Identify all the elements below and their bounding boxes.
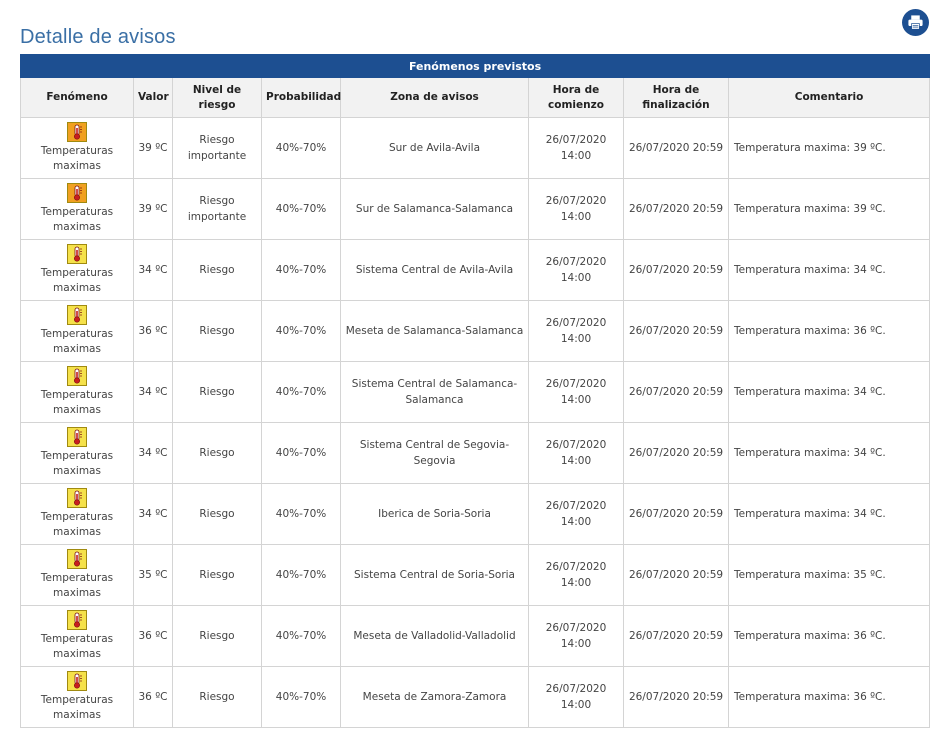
cell-comienzo: 26/07/2020 14:00 — [529, 667, 624, 728]
cell-comentario: Temperatura maxima: 39 ºC. — [729, 179, 930, 240]
cell-nivel: Riesgo — [173, 667, 262, 728]
cell-valor: 35 ºC — [134, 545, 173, 606]
cell-valor: 34 ºC — [134, 423, 173, 484]
cell-probabilidad: 40%-70% — [262, 545, 341, 606]
fenomeno-label: Temperaturas maximas — [40, 450, 114, 477]
table-row — [21, 423, 930, 484]
header-comentario: Comentario — [729, 78, 930, 118]
cell-comienzo: 26/07/2020 14:00 — [529, 362, 624, 423]
cell-comienzo: 26/07/2020 14:00 — [529, 423, 624, 484]
cell-valor: 39 ºC — [134, 179, 173, 240]
cell-comienzo: 26/07/2020 14:00 — [529, 545, 624, 606]
cell-nivel: Riesgo — [173, 484, 262, 545]
thermometer-icon — [67, 488, 87, 508]
cell-finalizacion: 26/07/2020 20:59 — [624, 484, 729, 545]
cell-finalizacion: 26/07/2020 20:59 — [624, 606, 729, 667]
thermometer-icon — [67, 244, 87, 264]
fenomeno-label: Temperaturas maximas — [40, 389, 114, 416]
fenomeno-label: Temperaturas maximas — [40, 633, 114, 660]
cell-probabilidad: 40%-70% — [262, 118, 341, 179]
cell-fenomeno — [21, 484, 134, 545]
cell-comentario: Temperatura maxima: 34 ºC. — [729, 240, 930, 301]
header-fenomeno: Fenómeno — [21, 78, 134, 118]
cell-zona: Meseta de Valladolid-Valladolid — [341, 606, 529, 667]
cell-valor: 34 ºC — [134, 362, 173, 423]
header-comienzo: Hora de comienzo — [529, 78, 624, 118]
cell-nivel: Riesgo importante — [173, 179, 262, 240]
cell-comentario: Temperatura maxima: 36 ºC. — [729, 301, 930, 362]
fenomeno-label: Temperaturas maximas — [40, 694, 114, 721]
header-nivel: Nivel de riesgo — [173, 78, 262, 118]
warnings-table — [20, 54, 930, 728]
thermometer-icon — [67, 671, 87, 691]
cell-nivel: Riesgo — [173, 240, 262, 301]
table-row — [21, 118, 930, 179]
table-row — [21, 301, 930, 362]
cell-zona: Sistema Central de Salamanca-Salamanca — [341, 362, 529, 423]
cell-comienzo: 26/07/2020 14:00 — [529, 179, 624, 240]
cell-fenomeno — [21, 118, 134, 179]
thermometer-icon — [67, 122, 87, 142]
fenomeno-label: Temperaturas maximas — [40, 145, 114, 172]
table-row — [21, 362, 930, 423]
table-row — [21, 484, 930, 545]
cell-fenomeno — [21, 179, 134, 240]
cell-nivel: Riesgo — [173, 301, 262, 362]
header-finalizacion: Hora de finalización — [624, 78, 729, 118]
cell-fenomeno — [21, 240, 134, 301]
cell-comienzo: 26/07/2020 14:00 — [529, 301, 624, 362]
cell-comienzo: 26/07/2020 14:00 — [529, 240, 624, 301]
cell-nivel: Riesgo — [173, 545, 262, 606]
cell-zona: Sistema Central de Segovia-Segovia — [341, 423, 529, 484]
cell-valor: 34 ºC — [134, 240, 173, 301]
cell-finalizacion: 26/07/2020 20:59 — [624, 545, 729, 606]
table-row — [21, 240, 930, 301]
cell-comienzo: 26/07/2020 14:00 — [529, 484, 624, 545]
cell-probabilidad: 40%-70% — [262, 667, 341, 728]
cell-zona: Iberica de Soria-Soria — [341, 484, 529, 545]
cell-zona: Sur de Salamanca-Salamanca — [341, 179, 529, 240]
fenomeno-label: Temperaturas maximas — [40, 206, 114, 233]
cell-valor: 39 ºC — [134, 118, 173, 179]
cell-finalizacion: 26/07/2020 20:59 — [624, 179, 729, 240]
print-button[interactable] — [902, 9, 929, 36]
printer-icon — [907, 14, 924, 31]
cell-finalizacion: 26/07/2020 20:59 — [624, 118, 729, 179]
cell-fenomeno — [21, 423, 134, 484]
cell-probabilidad: 40%-70% — [262, 301, 341, 362]
cell-comentario: Temperatura maxima: 36 ºC. — [729, 606, 930, 667]
thermometer-icon — [67, 366, 87, 386]
cell-valor: 36 ºC — [134, 667, 173, 728]
cell-finalizacion: 26/07/2020 20:59 — [624, 423, 729, 484]
cell-fenomeno — [21, 362, 134, 423]
cell-finalizacion: 26/07/2020 20:59 — [624, 240, 729, 301]
cell-comentario: Temperatura maxima: 34 ºC. — [729, 362, 930, 423]
cell-nivel: Riesgo — [173, 606, 262, 667]
cell-fenomeno — [21, 301, 134, 362]
cell-valor: 34 ºC — [134, 484, 173, 545]
cell-finalizacion: 26/07/2020 20:59 — [624, 362, 729, 423]
cell-comienzo: 26/07/2020 14:00 — [529, 118, 624, 179]
cell-zona: Meseta de Salamanca-Salamanca — [341, 301, 529, 362]
cell-valor: 36 ºC — [134, 606, 173, 667]
cell-comentario: Temperatura maxima: 39 ºC. — [729, 118, 930, 179]
cell-comentario: Temperatura maxima: 35 ºC. — [729, 545, 930, 606]
cell-zona: Sistema Central de Soria-Soria — [341, 545, 529, 606]
cell-fenomeno — [21, 545, 134, 606]
fenomeno-label: Temperaturas maximas — [40, 572, 114, 599]
header-probabilidad: Probabilidad — [262, 78, 341, 118]
fenomeno-label: Temperaturas maximas — [40, 511, 114, 538]
cell-finalizacion: 26/07/2020 20:59 — [624, 667, 729, 728]
cell-nivel: Riesgo importante — [173, 118, 262, 179]
table-row — [21, 606, 930, 667]
cell-finalizacion: 26/07/2020 20:59 — [624, 301, 729, 362]
cell-comentario: Temperatura maxima: 34 ºC. — [729, 484, 930, 545]
cell-comentario: Temperatura maxima: 34 ºC. — [729, 423, 930, 484]
cell-probabilidad: 40%-70% — [262, 484, 341, 545]
cell-zona: Sur de Avila-Avila — [341, 118, 529, 179]
thermometer-icon — [67, 549, 87, 569]
thermometer-icon — [67, 427, 87, 447]
cell-probabilidad: 40%-70% — [262, 179, 341, 240]
cell-probabilidad: 40%-70% — [262, 240, 341, 301]
page-title: Detalle de avisos — [20, 26, 176, 48]
header-zona: Zona de avisos — [341, 78, 529, 118]
thermometer-icon — [67, 183, 87, 203]
cell-nivel: Riesgo — [173, 423, 262, 484]
table-caption: Fenómenos previstos — [21, 55, 930, 78]
cell-comentario: Temperatura maxima: 36 ºC. — [729, 667, 930, 728]
cell-nivel: Riesgo — [173, 362, 262, 423]
thermometer-icon — [67, 610, 87, 630]
cell-probabilidad: 40%-70% — [262, 362, 341, 423]
fenomeno-label: Temperaturas maximas — [40, 328, 114, 355]
cell-valor: 36 ºC — [134, 301, 173, 362]
cell-probabilidad: 40%-70% — [262, 606, 341, 667]
table-row — [21, 179, 930, 240]
header-valor: Valor — [134, 78, 173, 118]
cell-fenomeno — [21, 606, 134, 667]
fenomeno-label: Temperaturas maximas — [40, 267, 114, 294]
table-row — [21, 545, 930, 606]
table-row — [21, 667, 930, 728]
cell-fenomeno — [21, 667, 134, 728]
cell-probabilidad: 40%-70% — [262, 423, 341, 484]
thermometer-icon — [67, 305, 87, 325]
cell-comienzo: 26/07/2020 14:00 — [529, 606, 624, 667]
cell-zona: Meseta de Zamora-Zamora — [341, 667, 529, 728]
cell-zona: Sistema Central de Avila-Avila — [341, 240, 529, 301]
